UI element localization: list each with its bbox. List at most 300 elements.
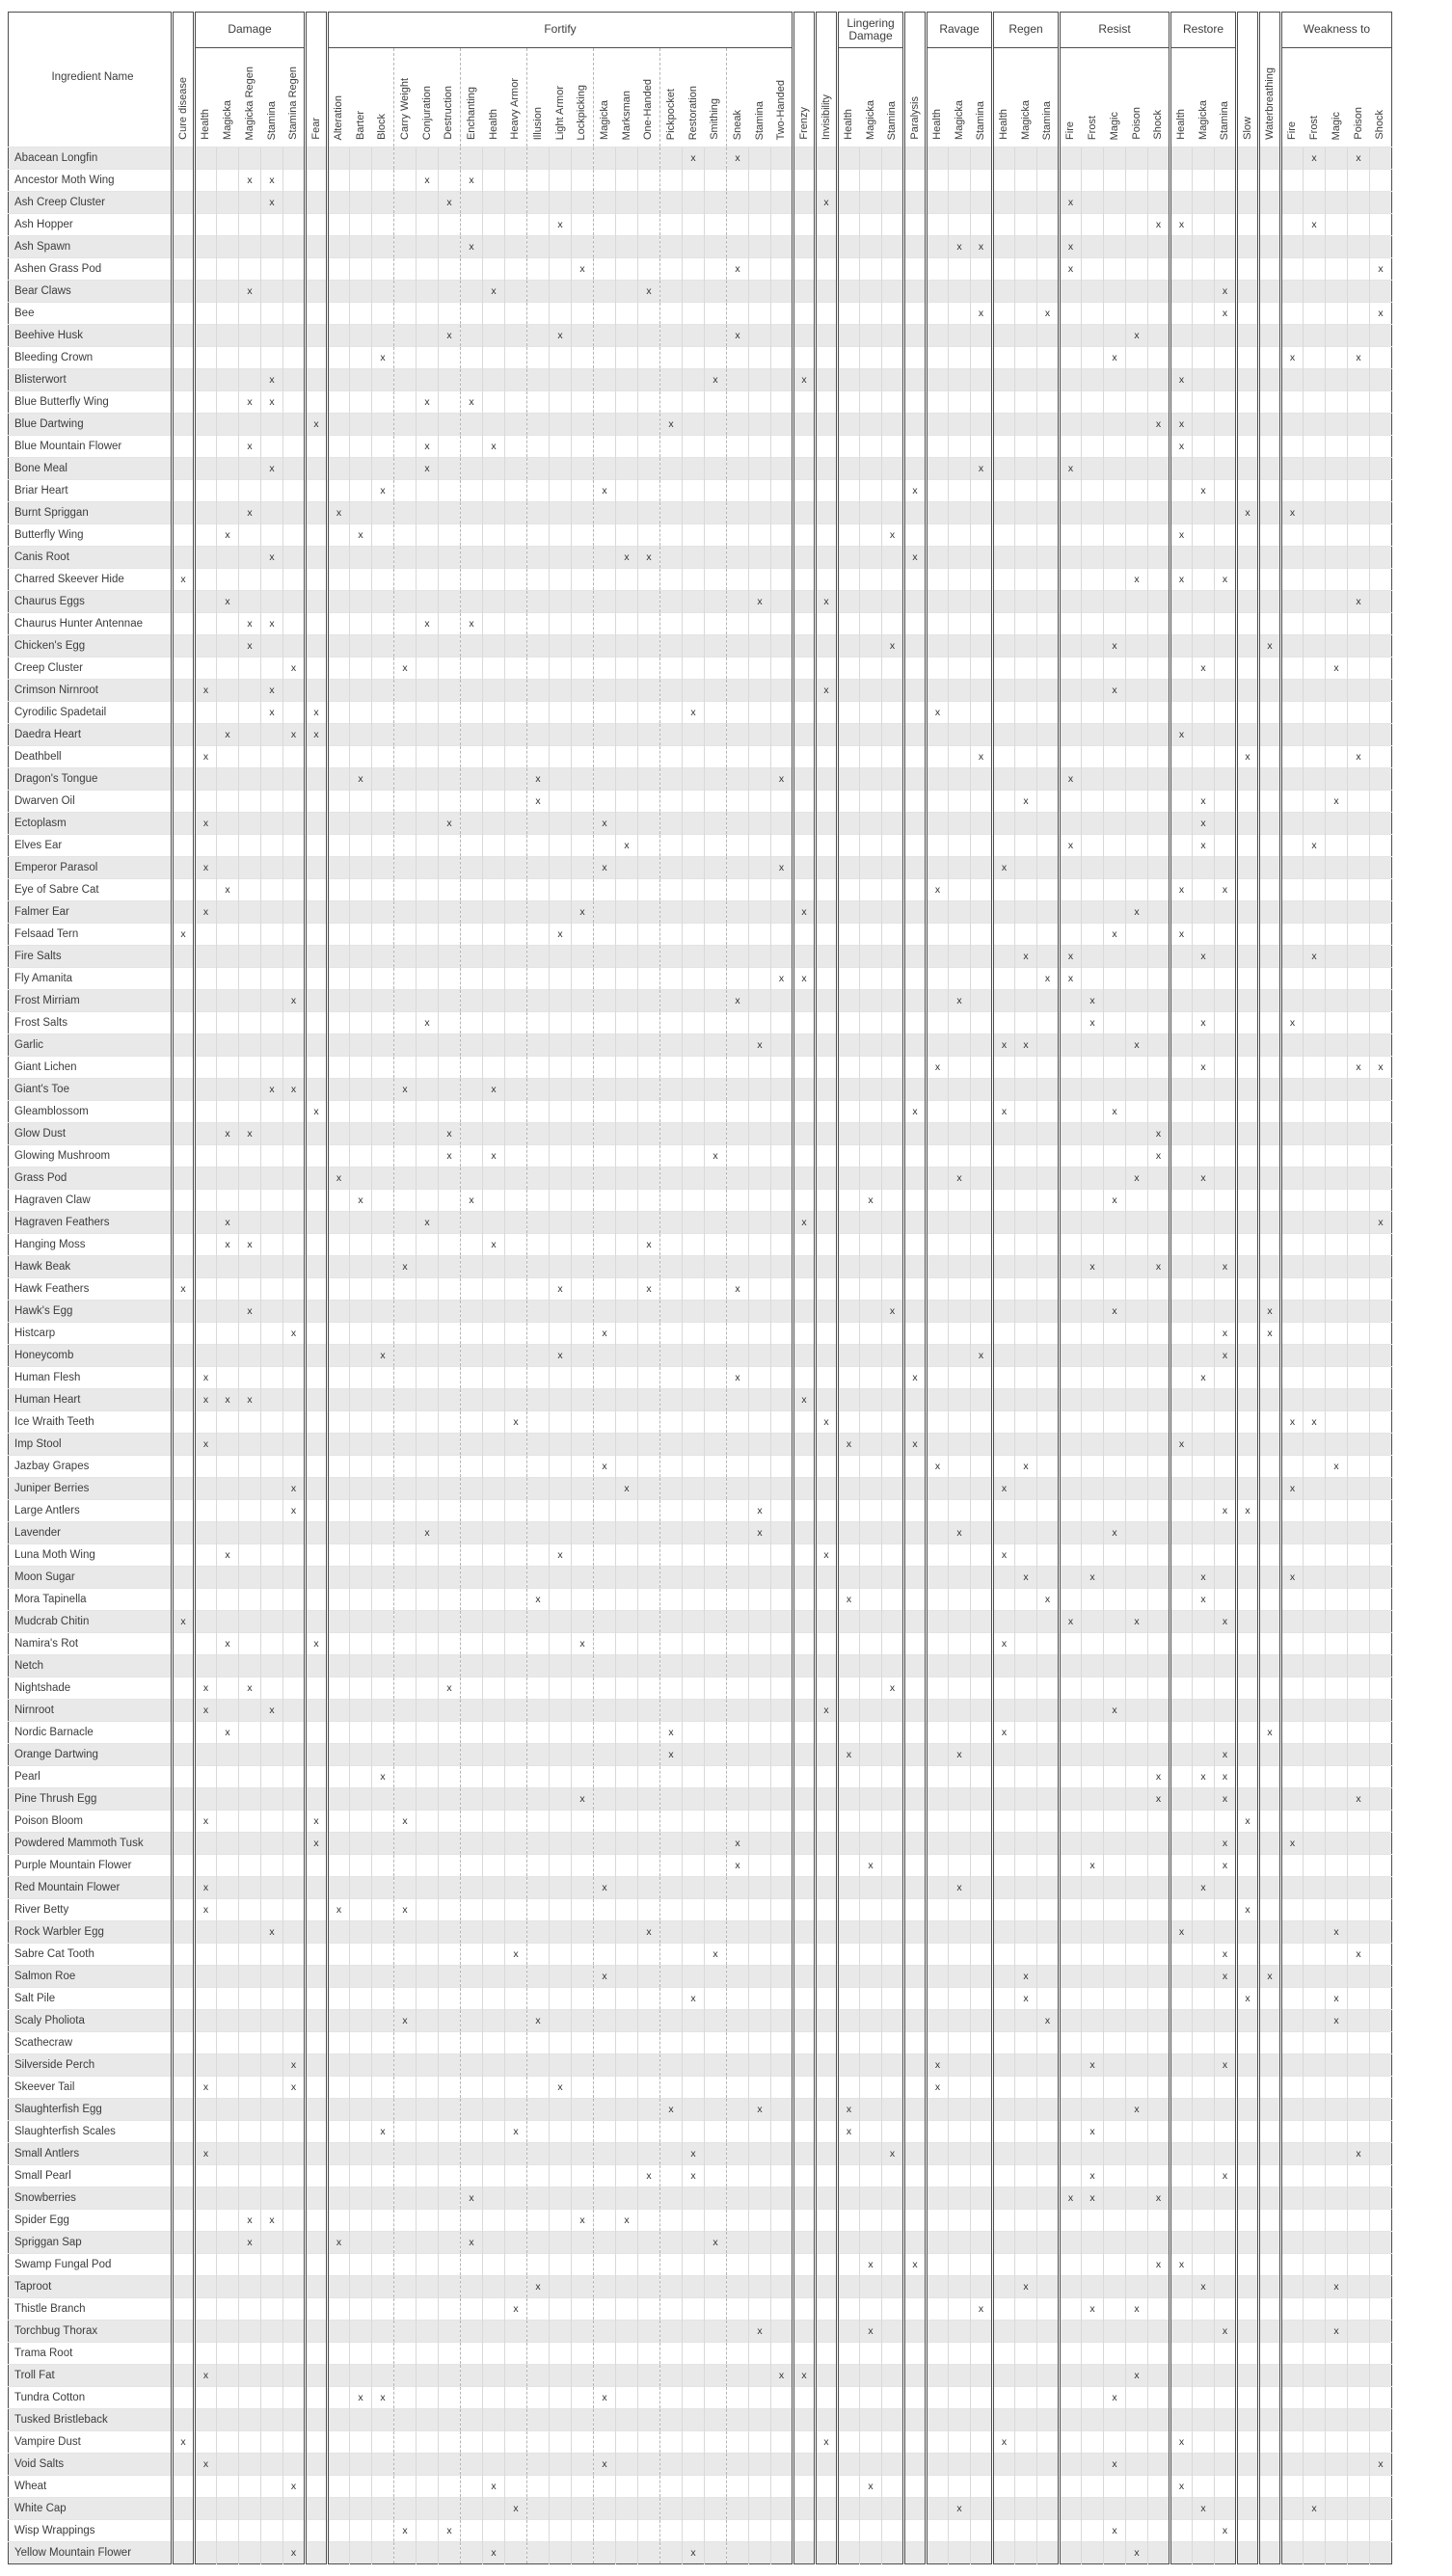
effect-cell [838,657,860,680]
effect-cell [505,1234,527,1256]
ingredient-row [9,657,1392,680]
effect-cell [483,1833,505,1855]
ingredient-row [9,1855,1392,1877]
effect-cell [660,502,683,524]
effect-cell [1370,1345,1392,1367]
effect-cell [616,1101,638,1123]
effect-cell [1193,1677,1215,1700]
effect-cell [616,813,638,835]
effect-cell [1281,1301,1304,1323]
effect-cell [1215,2010,1237,2032]
effect-cell [483,1877,505,1899]
effect-cell [1148,170,1170,192]
effect-cell: x [217,724,239,746]
effect-cell [683,835,705,857]
effect-cell [594,791,616,813]
effect-cell [1015,436,1037,458]
effect-cell: x [239,613,261,635]
effect-cell [350,303,372,325]
effect-cell: x [1259,1722,1281,1744]
effect-cell [1259,1833,1281,1855]
effect-cell [527,1744,550,1766]
effect-cell [394,1833,417,1855]
effect-cell [572,1079,594,1101]
effect-cell [173,724,195,746]
effect-cell [461,458,483,480]
effect-cell [173,946,195,968]
effect-cell [771,1345,793,1367]
effect-cell [1304,303,1326,325]
effect-cell [1304,1389,1326,1411]
effect-cell [527,281,550,303]
effect-cell [771,990,793,1012]
effect-cell [483,1722,505,1744]
effect-cell [1126,547,1148,569]
effect-cell [261,1988,283,2010]
effect-cell [527,414,550,436]
effect-cell [1304,480,1326,502]
effect-cell [461,502,483,524]
effect-cell [1348,1833,1370,1855]
effect-cell: x [727,1278,749,1301]
effect-cell [749,1301,771,1323]
column-header [1281,48,1304,148]
effect-cell [550,791,572,813]
effect-cell [572,613,594,635]
effect-cell [816,236,838,258]
effect-cell [572,879,594,901]
effect-cell [1237,458,1259,480]
effect-cell [771,1212,793,1234]
effect-cell [1193,702,1215,724]
effect-cell [705,1700,727,1722]
effect-cell [372,1301,394,1323]
effect-cell [904,613,927,635]
effect-cell [860,1256,882,1278]
column-header-label: Fire [1286,121,1299,140]
effect-cell [306,1988,328,2010]
effect-cell [1304,1456,1326,1478]
effect-cell [1082,702,1104,724]
effect-cell [660,1389,683,1411]
effect-cell [1015,613,1037,635]
effect-cell [816,901,838,924]
effect-cell [727,613,749,635]
effect-cell [1348,1766,1370,1788]
effect-cell [239,347,261,369]
effect-cell [727,1744,749,1766]
effect-cell [882,1345,904,1367]
effect-cell [483,369,505,391]
effect-cell [1148,1655,1170,1677]
effect-cell: x [1193,1589,1215,1611]
effect-cell [372,901,394,924]
effect-cell [904,591,927,613]
effect-cell [461,303,483,325]
effect-cell [1281,414,1304,436]
effect-cell [439,2032,461,2054]
effect-cell [261,1766,283,1788]
effect-cell [1304,258,1326,281]
effect-cell [417,192,439,214]
effect-cell [1060,990,1082,1012]
effect-cell [660,1633,683,1655]
effect-cell [1215,1589,1237,1611]
effect-cell [1126,1367,1148,1389]
effect-cell [771,192,793,214]
ingredient-name: Mudcrab Chitin [9,1611,173,1633]
effect-cell [1370,1234,1392,1256]
effect-cell [461,1921,483,1944]
effect-cell [838,901,860,924]
effect-cell [1082,1811,1104,1833]
effect-cell: x [195,857,217,879]
effect-cell [527,1633,550,1655]
effect-cell [1126,1522,1148,1544]
effect-cell [860,1567,882,1589]
effect-cell [572,1323,594,1345]
effect-cell [217,547,239,569]
effect-cell [882,901,904,924]
effect-cell [1326,1544,1348,1567]
effect-cell [616,414,638,436]
effect-cell [594,1899,616,1921]
effect-cell [616,1677,638,1700]
effect-cell: x [1281,347,1304,369]
effect-cell [527,1212,550,1234]
effect-cell [372,990,394,1012]
effect-cell [616,1256,638,1278]
effect-cell [705,347,727,369]
effect-cell [505,1522,527,1544]
effect-cell [705,1589,727,1611]
column-header-label: Magicka [598,100,610,140]
effect-cell [217,148,239,170]
effect-cell [239,1567,261,1589]
ingredient-row [9,924,1392,946]
effect-cell [860,591,882,613]
effect-cell [727,1611,749,1633]
effect-cell [1304,1855,1326,1877]
effect-cell [328,1611,350,1633]
effect-cell [660,1323,683,1345]
effect-cell [705,1301,727,1323]
ingredient-name: Butterfly Wing [9,524,173,547]
effect-cell [1348,1389,1370,1411]
effect-cell [527,480,550,502]
effect-cell [727,1256,749,1278]
ingredient-row [9,635,1392,657]
effect-cell [660,1190,683,1212]
effect-cell: x [771,968,793,990]
effect-cell [350,1811,372,1833]
effect-cell [660,1944,683,1966]
effect-cell [1370,547,1392,569]
effect-cell [1326,1345,1348,1367]
effect-cell [527,1500,550,1522]
effect-cell [1237,1677,1259,1700]
effect-cell [394,1478,417,1500]
effect-cell [683,1256,705,1278]
ingredient-row [9,1522,1392,1544]
effect-cell [239,657,261,680]
effect-cell [949,946,971,968]
effect-cell [705,635,727,657]
effect-cell [594,369,616,391]
effect-cell [705,391,727,414]
ingredient-name: Deathbell [9,746,173,768]
effect-cell [306,1345,328,1367]
effect-cell [1170,1411,1193,1434]
effect-cell [927,1301,949,1323]
effect-cell [660,1589,683,1611]
effect-cell [683,1966,705,1988]
effect-cell [882,657,904,680]
effect-cell [1215,1655,1237,1677]
effect-cell [283,281,306,303]
effect-cell [860,857,882,879]
effect-cell [350,724,372,746]
effect-cell [173,547,195,569]
ingredient-name: Bear Claws [9,281,173,303]
effect-cell [1281,303,1304,325]
effect-cell [350,1389,372,1411]
effect-cell [904,968,927,990]
ingredient-name: Salt Pile [9,1988,173,2010]
effect-cell [1148,1921,1170,1944]
effect-cell [993,768,1015,791]
effect-cell [1126,1323,1148,1345]
effect-cell [1148,657,1170,680]
effect-cell [417,1123,439,1145]
effect-cell [439,258,461,281]
effect-cell [527,879,550,901]
effect-cell [860,236,882,258]
effect-cell [660,258,683,281]
effect-cell [483,1034,505,1057]
ingredient-row [9,1057,1392,1079]
effect-cell [882,1855,904,1877]
effect-cell [838,1478,860,1500]
effect-cell [1259,1434,1281,1456]
effect-cell [1326,1655,1348,1677]
effect-cell [1148,502,1170,524]
effect-cell: x [949,1167,971,1190]
effect-cell [1237,1478,1259,1500]
effect-cell [461,1700,483,1722]
effect-cell [239,303,261,325]
effect-cell [771,1434,793,1456]
effect-cell [572,1899,594,1921]
effect-cell [816,1434,838,1456]
effect-cell [1370,591,1392,613]
effect-cell [483,2032,505,2054]
effect-cell [594,1655,616,1677]
effect-cell: x [261,702,283,724]
effect-cell [1060,569,1082,591]
effect-cell [527,1766,550,1788]
effect-cell [971,857,993,879]
effect-cell: x [439,1145,461,1167]
effect-cell [660,1278,683,1301]
effect-cell [638,480,660,502]
effect-cell: x [882,1677,904,1700]
effect-cell: x [993,1034,1015,1057]
effect-cell: x [1015,1567,1037,1589]
effect-cell [1104,1411,1126,1434]
column-header [705,48,727,148]
effect-cell [239,1057,261,1079]
effect-cell: x [217,591,239,613]
effect-cell [683,1500,705,1522]
ingredient-row [9,1966,1392,1988]
effect-cell [771,1921,793,1944]
ingredient-name: River Betty [9,1899,173,1921]
table-body [9,148,1392,2564]
effect-cell [705,1811,727,1833]
effect-cell: x [816,1700,838,1722]
effect-cell [550,1190,572,1212]
effect-cell [1281,635,1304,657]
effect-cell [261,1167,283,1190]
effect-cell [594,1811,616,1833]
effect-cell [793,325,816,347]
effect-cell [394,436,417,458]
effect-cell [683,1278,705,1301]
effect-cell [1126,281,1148,303]
effect-cell [239,1256,261,1278]
column-header [838,48,860,148]
effect-cell [594,1522,616,1544]
effect-cell [705,1899,727,1921]
effect-cell [483,1788,505,1811]
effect-cell: x [306,1101,328,1123]
effect-cell [904,657,927,680]
effect-cell [1037,569,1060,591]
effect-cell [971,192,993,214]
effect-cell [1193,436,1215,458]
ingredient-name: Chicken's Egg [9,635,173,657]
effect-cell [882,1478,904,1500]
column-header-label: Health [1175,109,1188,140]
effect-cell [993,1589,1015,1611]
effect-cell [1037,236,1060,258]
ingredient-name: Rock Warbler Egg [9,1921,173,1944]
effect-cell [217,391,239,414]
column-header [683,48,705,148]
effect-cell [1060,702,1082,724]
effect-cell [1148,613,1170,635]
effect-cell [261,524,283,547]
effect-cell [217,1855,239,1877]
effect-cell [572,2032,594,2054]
effect-cell [727,414,749,436]
effect-cell [461,1145,483,1167]
effect-cell [483,1190,505,1212]
effect-cell [1304,680,1326,702]
effect-cell [1326,1700,1348,1722]
effect-cell [372,1411,394,1434]
effect-cell [1126,746,1148,768]
effect-cell [1281,1700,1304,1722]
effect-cell [261,879,283,901]
effect-cell [1370,148,1392,170]
effect-cell [439,1278,461,1301]
effect-cell [1037,1811,1060,1833]
effect-cell [971,1234,993,1256]
effect-cell [594,635,616,657]
effect-cell [306,1944,328,1966]
effect-cell [483,1101,505,1123]
effect-cell [195,1256,217,1278]
effect-cell [993,879,1015,901]
effect-cell [860,1500,882,1522]
effect-cell [372,569,394,591]
effect-cell [749,347,771,369]
effect-cell [328,391,350,414]
effect-cell [372,1522,394,1544]
effect-cell [1015,1877,1037,1899]
effect-cell [417,724,439,746]
effect-cell [860,1899,882,1921]
effect-cell: x [1193,1012,1215,1034]
effect-cell [461,414,483,436]
effect-cell [483,1611,505,1633]
effect-cell [173,857,195,879]
effect-cell [1037,1988,1060,2010]
effect-cell [793,1034,816,1057]
effect-cell [217,436,239,458]
effect-cell [1215,547,1237,569]
effect-cell [1082,1389,1104,1411]
effect-cell [527,1700,550,1722]
effect-cell [505,2010,527,2032]
effect-cell [439,1212,461,1234]
effect-cell [439,1101,461,1123]
effect-cell [1148,724,1170,746]
ingredient-name: Garlic [9,1034,173,1057]
effect-cell [372,1677,394,1700]
effect-cell: x [993,1478,1015,1500]
effect-cell [306,1500,328,1522]
effect-cell [239,325,261,347]
effect-cell [594,613,616,635]
effect-cell [1082,1544,1104,1567]
effect-cell [350,835,372,857]
effect-cell [1015,1700,1037,1722]
effect-cell [1326,391,1348,414]
effect-cell [394,214,417,236]
effect-cell [417,1855,439,1877]
effect-cell [993,1345,1015,1367]
effect-cell: x [239,170,261,192]
effect-cell [439,768,461,791]
effect-cell: x [1193,1057,1215,1079]
ingredient-name: Pine Thrush Egg [9,1788,173,1811]
effect-cell [372,1833,394,1855]
column-header [505,48,527,148]
effect-cell [971,1500,993,1522]
effect-cell [683,613,705,635]
effect-cell [1104,990,1126,1012]
effect-cell [1193,968,1215,990]
effect-cell [727,303,749,325]
effect-cell [1148,946,1170,968]
effect-cell [417,1544,439,1567]
effect-cell [1060,1212,1082,1234]
effect-cell [816,1500,838,1522]
effect-cell [550,879,572,901]
